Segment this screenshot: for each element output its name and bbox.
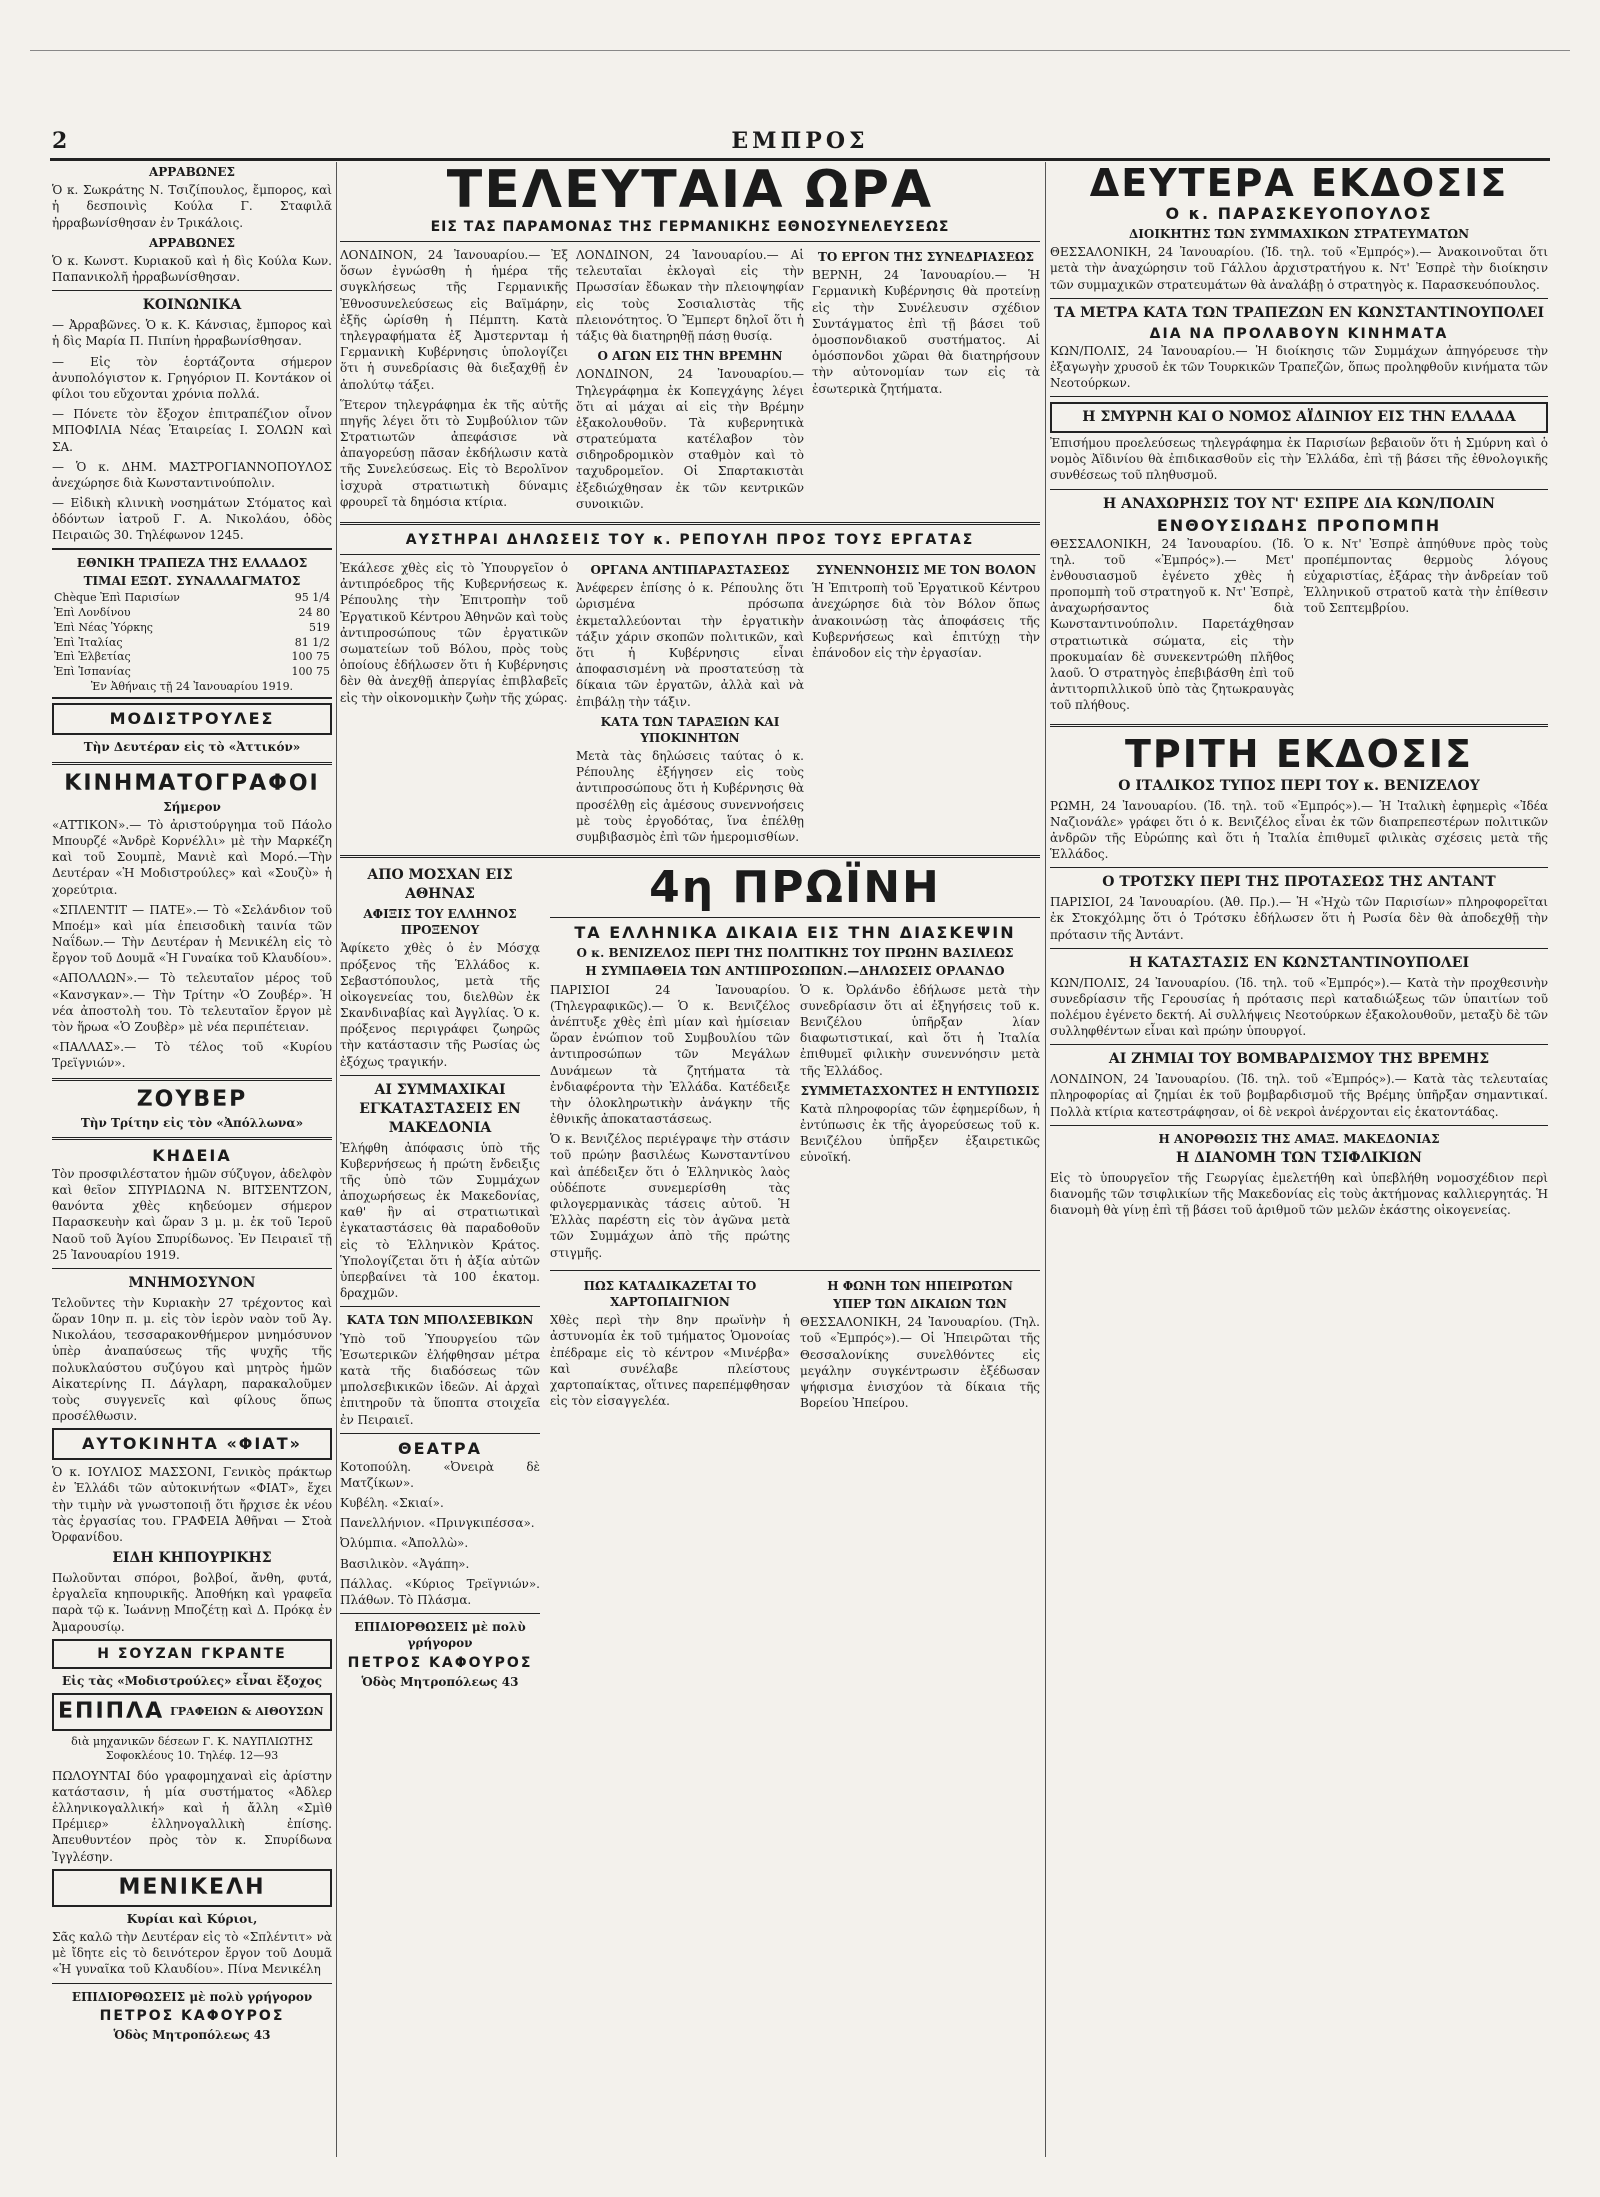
article-text: Κατὰ πληροφορίας τῶν ἐφημερίδων, ἡ ἐντύπωσις ἐκ τῆς ἀγορεύσεως τοῦ κ. Βενιζέλου ὑπῆρξεν ἐξαιρετικῶς εὐνοϊκή.	[800, 1101, 1040, 1165]
page-number: 2	[52, 128, 68, 154]
edition-banner: 4η ΠΡΩΪΝΗ	[649, 862, 941, 914]
article-subheading: Ο κ. ΒΕΝΙΖΕΛΟΣ ΠΕΡΙ ΤΗΣ ΠΟΛΙΤΙΚΗΣ ΤΟΥ ΠΡΩΗΝ ΒΑΣΙΛΕΩΣ	[576, 946, 1014, 961]
article-headline: Ο κ. ΠΑΡΑΣΚΕΥΟΠΟΥΛΟΣ	[1165, 204, 1433, 223]
notice-text: Τὸν προσφιλέστατον ἡμῶν σύζυγον, ἀδελφὸν καὶ θεῖον ΣΠΥΡΙΔΩΝΑ Ν. ΒΙΤΣΕΝΤΖΟΝ, θανόντα χθὲς κηδεύομεν σήμερον Παρασκευὴν καὶ ὥραν 3 μ. μ. ἐκ τοῦ Ἱεροῦ Ναοῦ τοῦ Ἁγίου Σπυρίδωνος. Ἐν Πειραιεῖ τῇ 25 Ἰανουαρίου 1919.	[52, 1166, 332, 1262]
ad-title: ΕΠΙΠΛΑ	[58, 1699, 165, 1725]
article-text: ΚΩΝ/ΠΟΛΙΣ, 24 Ἰανουαρίου. (Ἰδ. τηλ. τοῦ «Ἐμπρός»).— Κατὰ τὴν προχθεσινὴν συνεδρίασιν τῆς Γερουσίας ἡ πρότασις περὶ καταδιώξεως τῶν ὑπαιτίων τοῦ πολέμου ἐγένετο δεκτή. Αἱ συλλήψεις Νεοτούρκων ἐξακολουθοῦν, μεταξὺ δὲ τῶν συλληφθέντων εἶναι καὶ πρώην ὑπουργοί.	[1050, 975, 1548, 1039]
article-text: Ὁ κ. Ὀρλάνδο ἐδήλωσε μετὰ τὴν συνεδρίασιν ὅτι αἱ ἐξηγήσεις τοῦ κ. Βενιζέλου ὑπῆρξαν λίαν διαφωτιστικαί, καὶ ὅτι ἡ Ἰταλία ἐπιθυμεῖ φιλικὴν συνεννόησιν μετὰ τῆς Ἑλλάδος.	[800, 982, 1040, 1078]
article-text: ΘΕΣΣΑΛΟΝΙΚΗ, 24 Ἰανουαρίου. (Ἰδ. τηλ. τοῦ «Ἐμπρός»).— Ἀνακοινοῦται ὅτι μετὰ τὴν ἀναχώρησιν τοῦ Γάλλου ἀρχιστρατήγου κ. Ντ' Ἐσπρὲ τὴν διοίκησιν τῶν συμμαχικῶν στρατευμάτων θὰ ἀναλάβῃ ὁ στρατηγὸς κ. Παρασκευόπουλος.	[1050, 245, 1548, 292]
section-subheading: Σήμερον	[163, 799, 221, 814]
bank-rates-box	[52, 548, 332, 700]
notice-text: «ΣΠΛΕΝΤΙΤ — ΠΑΤΕ».— Τὸ «Σελάνδιον τοῦ Μποέμ» καὶ μία ἐπεισοδικὴ ταινία τῶν Ναΐδων.— Τὴν Δευτέραν ἡ Μενικέλη εἰς τὸ ἔργον τοῦ Δουμᾶ «Ἡ Γυναίκα τοῦ Κλαυδίου».	[52, 902, 332, 966]
article-heading: Η ΦΩΝΗ ΤΩΝ ΗΠΕΙΡΩΤΩΝ	[827, 1278, 1013, 1293]
article-heading: ΟΡΓΑΝΑ ΑΝΤΙΠΑΡΑΣΤΑΣΕΩΣ	[590, 563, 790, 577]
list-item: Κοτοπούλη. «Ὀνειρὰ δὲ Ματζίκων».	[340, 1459, 540, 1490]
article-heading: ΣΥΝΕΝΝΟΗΣΙΣ ΜΕ ΤΟΝ ΒΟΛΟΝ	[815, 563, 1037, 577]
article-headline: ΑΠΟ ΜΟΣΧΑΝ ΕΙΣ ΑΘΗΝΑΣ	[367, 867, 513, 903]
notice-text: Ὁ κ. Σωκράτης Ν. Τσιζίπουλος, ἔμπορος, καὶ ἡ δεσποινὶς Κούλα Γ. Σταφιλᾶ ἠρραβωνίσθησαν ἐν Τρικάλοις.	[52, 183, 332, 230]
article-headline: ΑΙ ΖΗΜΙΑΙ ΤΟΥ ΒΟΜΒΑΡΔΙΣΜΟΥ ΤΗΣ ΒΡΕΜΗΣ	[1108, 1051, 1490, 1068]
section-heading: ΚΙΝΗΜΑΤΟΓΡΑΦΟΙ	[64, 770, 320, 796]
article-heading: ΣΥΜΜΕΤΑΣΧΟΝΤΕΣ Η ΕΝΤΥΠΩΣΙΣ	[800, 1083, 1040, 1098]
table-row: Ἐπὶ Ἱσπανίας 100 75	[54, 665, 330, 679]
lower-center-left	[340, 864, 540, 1692]
article-heading: ΚΑΤΑ ΤΩΝ ΜΠΟΛΣΕΒΙΚΩΝ	[346, 1313, 534, 1328]
article-text: ΡΩΜΗ, 24 Ἰανουαρίου. (Ἰδ. τηλ. τοῦ «Ἐμπρός»).— Ἡ Ἰταλικὴ ἐφημερὶς «Ἰδέα Ναζιονάλε» γράφει ὅτι ὁ κ. Βενιζέλος εἶναι ἐκ τῶν διαπρεπεστέρων πολιτικῶν ἀνδρῶν τῆς Εὐρώπης καὶ ὅτι ἡ Ἰταλία ἐπιθυμεῖ φιλικὰς σχέσεις μετὰ τῆς Ἑλλάδος.	[1050, 798, 1548, 862]
article-headline: Η ΑΝΟΡΘΩΣΙΣ ΤΗΣ ΑΜΑΞ. ΜΑΚΕΔΟΝΙΑΣ	[1158, 1131, 1440, 1146]
notice-text: Πωλοῦνται σπόροι, βολβοί, ἄνθη, φυτά, ἐργαλεῖα κηπουρικῆς. Ἀποθήκη καὶ γραφεῖα παρὰ τῷ κ. Ἰωάννῃ Μποζέτῃ καὶ Δ. Πρόκᾳ ἐν Ἀμαρουσίῳ.	[52, 1571, 332, 1634]
rates-table	[52, 591, 332, 680]
ad-subtitle: Κυρίαι καὶ Κύριοι,	[126, 1911, 258, 1926]
ad-title: ΖΟΥΒΕΡ	[136, 1086, 248, 1112]
notice-text: Τελοῦντες τὴν Κυριακὴν 27 τρέχοντος καὶ ὥραν 10ην π. μ. εἰς τὸν ἱερὸν ναὸν τοῦ Ἁγ. Νικολάου, τεσσαρακονθήμερον μνημόσυνον ὑπὲρ ἀναπαύσεως τῆς ψυχῆς τῆς πολυκλαύστου συζύγου καὶ μητρὸς ἡμῶν Αἰκατερίνης Π. Δάγλαρη, παρακαλοῦμεν τοὺς συγγενεῖς καὶ φίλους ὅπως προσέλθωσιν.	[52, 1295, 332, 1424]
article-text: ΛΟΝΔΙΝΟΝ, 24 Ἰανουαρίου.— Ἐξ ὅσων ἐγνώσθη ἡ ἡμέρα τῆς συγκλήσεως τῆς Γερμανικῆς Ἐθνοσυνελεύσεως εἰς Βαϊμάρην, ἐξῆς ὡρίσθη ἡ Πέμπτη. Κατὰ τηλεγραφήματα ἐξ Ἀμστερνταμ ἡ Γερμανικὴ Κυβέρνησις ὑπολογίζει ὅτι ἡ συνεδρίασις θὰ διεξαχθῇ ἐν ἀπολύτῳ τάξει.	[340, 248, 568, 392]
list-item: Ὀλύμπια. «Ἀπολλὼ».	[340, 1536, 469, 1551]
section-heading: ΑΡΡΑΒΩΝΕΣ	[148, 165, 236, 179]
article-headline: ΤΑ ΕΛΛΗΝΙΚΑ ΔΙΚΑΙΑ ΕΙΣ ΤΗΝ ΔΙΑΣΚΕΨΙΝ	[574, 923, 1016, 943]
masthead-title: ΕΜΠΡΟΣ	[731, 128, 869, 154]
article-heading: ΚΑΤΑ ΤΩΝ ΤΑΡΑΞΙΩΝ ΚΑΙ ΥΠΟΚΙΝΗΤΩΝ	[600, 714, 780, 745]
notice-text: Ὁ κ. Κωνστ. Κυριακοῦ καὶ ἡ δὶς Κούλα Κων. Παπανικολῆ ἠρραβωνίσθησαν.	[52, 253, 332, 285]
article-text: Ἀφίκετο χθὲς ὁ ἐν Μόσχᾳ πρόξενος τῆς Ἑλλάδος κ. Σεβαστόπουλος, μετὰ τῆς οἰκογενείας του, διελθὼν ἐκ Σκανδιναβίας καὶ Ἀγγλίας. Ὁ κ. πρόξενος περιγράφει ζωηρῶς τὴν κατάστασιν τῆς Ρωσίας ὡς ἐξόχως τραγικήν.	[340, 941, 540, 1069]
list-item: Κυβέλη. «Σκιαί».	[340, 1496, 444, 1511]
banner-subheadline: ΕΙΣ ΤΑΣ ΠΑΡΑΜΟΝΑΣ ΤΗΣ ΓΕΡΜΑΝΙΚΗΣ ΕΘΝΟΣΥΝΕΛΕΥΣΕΩΣ	[430, 219, 950, 235]
furniture-ad	[52, 1693, 332, 1731]
article-headline: Η ΣΜΥΡΝΗ ΚΑΙ Ο ΝΟΜΟΣ ΑΪΔΙΝΙΟΥ ΕΙΣ ΤΗΝ ΕΛΛΑΔΑ	[1050, 402, 1548, 433]
column-rule	[1045, 162, 1046, 2157]
lower-center	[340, 864, 1040, 1692]
article-text: Ἕτερον τηλεγράφημα ἐκ τῆς αὐτῆς πηγῆς λέγει ὅτι τὸ Συμβούλιον τῶν Στρατιωτῶν ἀπεφάσισε νὰ ἀπαγορεύσῃ πᾶσαν ἐκδήλωσιν κατὰ τῆς Συνελεύσεως. Εἰς τὸ Βερολῖνον ἰσχυρὰ στρατιωτικὴ δύναμις φρουρεῖ τὰ δημόσια κτίρια.	[340, 397, 568, 509]
repoulis-story	[340, 560, 1040, 849]
list-item: Πανελλήνιον. «Πρινγκιπέσσα».	[340, 1516, 535, 1531]
edition-banner: ΔΕΥΤΕΡΑ ΕΚΔΟΣΙΣ	[1089, 162, 1509, 205]
ad-title: ΜΕΝΙΚΕΛΗ	[52, 1869, 332, 1907]
article-text: Ἐκάλεσε χθὲς εἰς τὸ Ὑπουργεῖον ὁ ἀντιπρόεδρος τῆς Κυβερνήσεως κ. Ρέπουλης τὴν Ἐπιτροπὴν τοῦ Ἐργατικοῦ Κέντρου Ἀθηνῶν καὶ τοὺς ἀντιπροσώπους τῶν ἐργατικῶν σωματείων τοῦ Βόλου, πρὸς τοὺς ὁποίους ἐδήλωσεν ὅτι ἡ Κυβέρνησις δὲν θὰ ἀνεχθῇ ἀπεργίας ἐπιβλαβεῖς εἰς τὴν οἰκονομικὴν ζωὴν τῆς χώρας.	[340, 561, 568, 705]
lead-story	[340, 247, 1040, 516]
article-subheading: ΔΙΑ ΝΑ ΠΡΟΛΑΒΟΥΝ ΚΙΝΗΜΑΤΑ	[1149, 325, 1449, 342]
article-text: ΘΕΣΣΑΛΟΝΙΚΗ, 24 Ἰανουαρίου. (Τηλ. τοῦ «Ἐμπρός»).— Οἱ Ἠπειρῶται τῆς Θεσσαλονίκης συνελθόντες εἰς μεγάλην συγκέντρωσιν ἐξέδωσαν ψήφισμα ἐνισχύον τὰ δίκαια τῆς Βορείου Ἠπείρου.	[800, 1315, 1040, 1411]
ad-address: Ὁδὸς Μητροπόλεως 43	[113, 2027, 271, 2042]
article-headline: ΤΑ ΜΕΤΡΑ ΚΑΤΑ ΤΩΝ ΤΡΑΠΕΖΩΝ ΕΝ ΚΩΝΣΤΑΝΤΙΝΟΥΠΟΛΕΙ	[1054, 304, 1544, 321]
article-text: Ἀνέφερεν ἐπίσης ὁ κ. Ρέπουλης ὅτι ὡρισμένα πρόσωπα ἐκμεταλλεύονται τὴν ἐργατικὴν τάξιν χάριν σκοπῶν πολιτικῶν, καὶ ὅτι ἡ Κυβέρνησις εἶναι ἀποφασισμένη νὰ προστατεύσῃ τὰ δίκαια τῶν ἐργατῶν, ἀλλὰ καὶ νὰ ἐπιβάλῃ τὴν τάξιν.	[576, 581, 804, 709]
article-text: Ὑπὸ τοῦ Ὑπουργείου τῶν Ἐσωτερικῶν ἐλήφθησαν μέτρα κατὰ τῆς διαδόσεως τῶν μπολσεβικικῶν ἰδεῶν. Αἱ ἀρχαὶ ἐπιτηροῦν τὰ ὕποπτα στοιχεῖα ἐν Πειραιεῖ.	[340, 1331, 540, 1427]
article-headline: Η ΑΝΑΧΩΡΗΣΙΣ ΤΟΥ ΝΤ' ΕΣΠΡΕ ΔΙΑ ΚΩΝ/ΠΟΛΙΝ	[1103, 495, 1495, 512]
ad-title: ΕΠΙΔΙΟΡΘΩΣΕΙΣ μὲ πολὺ γρήγορον	[71, 1989, 313, 2004]
article-text: ΒΕΡΝΗ, 24 Ἰανουαρίου.— Ἡ Γερμανικὴ Κυβέρνησις θὰ προτείνῃ εἰς τὴν Συνέλευσιν σχέδιον Συντάγματος ἐπὶ τῇ βάσει τοῦ ὁμοσπονδιακοῦ συστήματος. Αἱ ὁμόσπονδοι χῶραι θὰ διατηρήσουν τὴν αὐτονομίαν των εἰς τὰ ἐσωτερικὰ ζητήματα.	[812, 268, 1040, 396]
article-text: Ὁ κ. Βενιζέλος περιέγραψε τὴν στάσιν τοῦ πρώην βασιλέως Κωνσταντίνου καὶ ἀπέδειξεν ὅτι ὁ Ἑλληνικὸς λαὸς οὐδέποτε συνεμερίσθη τὰς φιλογερμανικὰς τάσεις αὐτοῦ. Ἡ Ἑλλὰς παρέστη εἰς τὸν ἀγῶνα μετὰ τῶν Συμμάχων ἀπὸ τῆς πρώτης στιγμῆς.	[550, 1132, 790, 1260]
notice-text: «ΑΤΤΙΚΟΝ».— Τὸ ἀριστούργημα τοῦ Πάολο Μπουρζέ «Ἀνδρὲ Κορνέλλι» μὲ τὴν Μαρκέζη καὶ τοῦ Σουμπὲ, Μανιὲ καὶ Μορό.—Τὴν Δευτέραν «Ἡ Μοδιστρούλες» καὶ «Σουζὺ» ἡ χορεύτρια.	[52, 817, 332, 897]
ad-subtitle: Τὴν Δευτέραν εἰς τὸ «Ἀττικόν»	[83, 740, 301, 755]
article-text: ΛΟΝΔΙΝΟΝ, 24 Ἰανουαρίου.— Αἱ τελευταῖαι ἐκλογαὶ εἰς τὴν Πρωσσίαν ἔδωκαν τὴν πλειοψηφίαν εἰς τοὺς Σοσιαλιστὰς τῆς πλειονότητος. Ὁ Ἔμπερτ δηλοῖ ὅτι ἡ τάξις θὰ διατηρηθῇ πάσῃ θυσίᾳ.	[576, 248, 804, 343]
left-column	[52, 162, 332, 2157]
article-text: ΛΟΝΔΙΝΟΝ, 24 Ἰανουαρίου.— Τηλεγράφημα ἐκ Κοπεγχάγης λέγει ὅτι αἱ μάχαι αἱ εἰς τὴν Βρέμην ἐξακολουθοῦν. Τὰ κυβερνητικὰ στρατεύματα κατέλαβον τὸν σιδηροδρομικὸν σταθμὸν καὶ τὸ ταχυδρομεῖον. Οἱ Σπαρτακιστὰι ἐξεδιώχθησαν ἐκ τῶν κεντρικῶν συνοικιῶν.	[576, 367, 804, 511]
ad-subtitle: Τὴν Τρίτην εἰς τὸν «Ἀπόλλωνα»	[80, 1115, 304, 1130]
article-text: ΛΟΝΔΙΝΟΝ, 24 Ἰανουαρίου. (Ἰδ. τηλ. τοῦ «Ἐμπρός»).— Κατὰ τὰς τελευταίας πληροφορίας αἱ ζημίαι ἐκ τοῦ βομβαρδισμοῦ τῆς Βρέμης ὑπῆρξαν σημαντικαί. Πολλὰ κτίρια κατεστράφησαν, οἱ δὲ νεκροὶ ἀνέρχονται εἰς ἑκατοντάδας.	[1050, 1072, 1548, 1119]
article-headline: Ο ΤΡΟΤΣΚΥ ΠΕΡΙ ΤΗΣ ΠΡΟΤΑΣΕΩΣ ΤΗΣ ΑΝΤΑΝΤ	[1102, 874, 1496, 891]
article-subheading: Η ΔΙΑΝΟΜΗ ΤΩΝ ΤΣΙΦΛΙΚΙΩΝ	[1176, 1149, 1422, 1166]
notice-text: — Εἰς τὸν ἑορτάζοντα σήμερον ἀνυπολόγιστον κ. Γρηγόριον Π. Κοντάκον οἱ φίλοι του εὔχονται χρόνια πολλά.	[52, 354, 332, 401]
column-rule	[336, 162, 337, 2157]
article-text: ΘΕΣΣΑΛΟΝΙΚΗ, 24 Ἰανουαρίου. (Ἰδ. τηλ. τοῦ «Ἐμπρός»).— Μετ' ἐνθουσιασμοῦ ἐγένετο χθὲς ἡ προπομπὴ τοῦ στρατηγοῦ κ. Ντ' Ἐσπρὲ, ἀναχωρήσαντος διὰ Κωνσταντινούπολιν. Παρετάχθησαν στρατιωτικὰ σώματα, εἰς τὴν προκυμαίαν δὲ συνεκεντρώθη πλῆθος λαοῦ. Ὁ στρατηγὸς ἐπεβιβάσθη ἐπὶ τοῦ ἀντιτορπιλλικοῦ ὑπὸ τὰς ζητωκραυγὰς τοῦ πλήθους.	[1050, 536, 1294, 713]
ad-subtitle: ΓΡΑΦΕΙΩΝ & ΑΙΘΟΥΣΩΝ	[170, 1704, 324, 1718]
article-heading: ΤΟ ΕΡΓΟΝ ΤΗΣ ΣΥΝΕΔΡΙΑΣΕΩΣ	[818, 250, 1034, 264]
article-headline: ΑΙ ΣΥΜΜΑΧΙΚΑΙ ΕΓΚΑΤΑΣΤΑΣΕΙΣ ΕΝ ΜΑΚΕΔΟΝΙΑ	[359, 1081, 521, 1136]
article-text: ΠΑΡΙΣΙΟΙ, 24 Ἰανουαρίου. (Ἀθ. Πρ.).— Ἡ «Ἠχὼ τῶν Παρισίων» πληροφορεῖται ἐκ Στοκχόλμης ὅτι ὁ Τρότσκυ ἐδήλωσεν ὅτι ἡ Ρωσία δὲν θὰ ἀποδεχθῇ τὴν πρότασιν τῆς Ἀντάντ.	[1050, 895, 1548, 942]
notice-text: Ὁ κ. ΙΟΥΛΙΟΣ ΜΑΣΣΟΝΙ, Γενικὸς πράκτωρ ἐν Ἑλλάδι τῶν αὐτοκινήτων «ΦΙΑΤ», ἔχει τὴν τιμὴν νὰ γνωστοποιῇ ὅτι ἤρχισε ἐκ νέου τὰς ἐργασίας του. ΓΡΑΦΕΙΑ Ἀθῆναι — Στοὰ Ὀρφανίδου.	[52, 1465, 332, 1545]
section-heading: ΑΡΡΑΒΩΝΕΣ	[148, 235, 236, 250]
table-row: Ἐπὶ Ἑλβετίας 100 75	[54, 650, 330, 664]
section-heading: ΘΕΑΤΡΑ	[398, 1438, 482, 1458]
article-subheading: ΕΝΘΟΥΣΙΩΔΗΣ ΠΡΟΠΟΜΠΗ	[1156, 515, 1442, 535]
notice-text: — Πόνετε τὸν ἔξοχον ἐπιτραπέζιον οἶνον ΜΠΟΦΙΛΙΑ Νέας Ἑταιρείας Ι. ΣΟΛΩΝ καὶ ΣΑ.	[52, 407, 332, 454]
article-headline: Η ΚΑΤΑΣΤΑΣΙΣ ΕΝ ΚΩΝΣΤΑΝΤΙΝΟΥΠΟΛΕΙ	[1128, 954, 1469, 971]
article-text: ΚΩΝ/ΠΟΛΙΣ, 24 Ἰανουαρίου.— Ἡ διοίκησις τῶν Συμμάχων ἀπηγόρευσε τὴν ἐξαγωγὴν χρυσοῦ ἐκ τῶν Τουρκικῶν Τραπεζῶν, ὅπως προληφθοῦν κινήματα τῶν Νεοτούρκων.	[1050, 343, 1548, 391]
ad-title: ΑΥΤΟΚΙΝΗΤΑ «ΦΙΑΤ»	[52, 1428, 332, 1460]
bank-date: Ἐν Ἀθήναις τῇ 24 Ἰανουαρίου 1919.	[90, 680, 294, 694]
top-border-band	[30, 10, 1570, 51]
article-text: Μετὰ τὰς δηλώσεις ταύτας ὁ κ. Ρέπουλης ἐξήγησεν εἰς τοὺς ἀντιπροσώπους ὅτι ἡ Κυβέρνησις θὰ προσέλθῃ εἰς ἀμέσους συνεννοήσεις μὲ τοὺς ἐργοδότας, ἵνα ἐπέλθῃ συμβιβασμὸς ἐπὶ τῶν ἡμερομισθίων.	[576, 749, 804, 844]
list-item: Πάλλας. «Κύριος Τρεϊγνιών». Πλάθων. Τὸ Πλάσμα.	[340, 1576, 540, 1608]
article-subheading: ΥΠΕΡ ΤΩΝ ΔΙΚΑΙΩΝ ΤΩΝ	[833, 1296, 1007, 1311]
notice-text: διὰ μηχανικῶν δέσεων Γ. Κ. ΝΑΥΠΛΙΩΤΗΣ Σοφοκλέους 10. Τηλέφ. 12—93	[71, 1735, 313, 1763]
ad-address: Ὁδὸς Μητροπόλεως 43	[361, 1674, 519, 1689]
notice-text: «ΑΠΟΛΛΩΝ».— Τὸ τελευταῖον μέρος τοῦ «Κανσγκαν».— Τὴν Τρίτην «Ὁ Ζουβέρ». Ἡ νέα ἀποστολὴ του. Τὸ τελευταῖον ἔργον μὲ τὸν ἥρωα «Ὁ Ζουβὲρ» μὲ νέα περιπέτειαν.	[52, 971, 332, 1034]
article-text: ΠΑΡΙΣΙΟΙ 24 Ἰανουαρίου. (Τηλεγραφικῶς).— Ὁ κ. Βενιζέλος ἀνέπτυξε χθὲς ἐπὶ μίαν καὶ ἡμίσειαν ὥραν ἐνώπιον τοῦ Συμβουλίου τῶν ἀντιπροσώπων τῶν Μεγάλων Δυνάμεων τὰ ζητήματα τὰ ἐνδιαφέροντα τὴν Ἑλλάδα. Κατέδειξε τὴν ὁλοκληρωτικὴν ἀνάγκην τῆς ἐθνικῆς ἀποκαταστάσεως.	[550, 982, 790, 1127]
article-text: Ὁ κ. Ντ' Ἐσπρὲ ἀπηύθυνε πρὸς τοὺς προπέμποντας θερμοὺς λόγους εὐχαριστίας, ἐξάρας τὴν ἀνδρείαν τοῦ Ἑλληνικοῦ στρατοῦ κατὰ τὴν ἐπίθεσιν τοῦ Σεπτεμβρίου.	[1304, 536, 1548, 616]
ad-subtitle: Εἰς τὰς «Μοδιστρούλες» εἶναι ἔξοχος	[61, 1673, 322, 1688]
list-item: Βασιλικὸν. «Ἀγάπη».	[340, 1556, 470, 1571]
ad-title: ΕΠΙΔΙΟΡΘΩΣΕΙΣ μὲ πολὺ γρήγορον	[354, 1620, 526, 1651]
section-heading: ΜΝΗΜΟΣΥΝΟΝ	[128, 1274, 256, 1291]
ad-title: ΜΟΔΙΣΤΡΟΥΛΕΣ	[52, 703, 332, 735]
article-text: Ἐλήφθη ἀπόφασις ὑπὸ τῆς Κυβερνήσεως ἡ πρώτη ἔνδειξις τῆς ὑπὸ τῶν Συμμάχων ἀποχωρήσεως ἐκ Μακεδονίας, καθ' ἣν αἱ στρατιωτικαὶ ἐγκαταστάσεις θὰ παραδοθοῦν εἰς τὸ Ἑλληνικὸν Κράτος. Ὑπολογίζεται ὅτι ἡ ἀξία αὐτῶν ὑπερβαίνει τὰ 100 ἑκατομ. δραχμῶν.	[340, 1140, 540, 1301]
banner-headline: ΤΕΛΕΥΤΑΙΑ ΩΡΑ	[446, 162, 934, 220]
notice-text: «ΠΑΛΛΑΣ».— Τὸ τέλος τοῦ «Κυρίου Τρεϊγνιών».	[52, 1040, 332, 1071]
notice-text: — Εἰδικὴ κλινικὴ νοσημάτων Στόματος καὶ ὀδόντων ἰατροῦ Γ. Α. Νικολάου, ὁδὸς Πειραιῶς 30. Τηλέφωνον 1245.	[52, 496, 332, 543]
section-heading: ΕΙΔΗ ΚΗΠΟΥΡΙΚΗΣ	[112, 1550, 272, 1567]
article-subheading: Η ΣΥΜΠΑΘΕΙΑ ΤΩΝ ΑΝΤΙΠΡΟΣΩΠΩΝ.—ΔΗΛΩΣΕΙΣ ΟΡΛΑΝΔΟ	[585, 964, 1005, 979]
bank-subtitle: ΤΙΜΑΙ ΕΞΩΤ. ΣΥΝΑΛΛΑΓΜΑΤΟΣ	[83, 573, 301, 588]
table-row: Ἐπὶ Ἰταλίας 81 1/2	[54, 635, 330, 649]
section-heading: ΚΗΔΕΙΑ	[152, 1145, 232, 1165]
article-text: Χθὲς περὶ τὴν 8ην πρωϊνὴν ἡ ἀστυνομία ἐκ τοῦ τμήματος Ὁμονοίας ἐπέδραμε εἰς τὸ κέντρον «Μινέρβα» καὶ συνέλαβε πλείστους χαρτοπαίκτας, οἵτινες παρεπέμφθησαν εἰς τὸν εἰσαγγελέα.	[550, 1313, 790, 1409]
article-text: Ἡ Ἐπιτροπὴ τοῦ Ἐργατικοῦ Κέντρου ἀνεχώρησε διὰ τὸν Βόλον ὅπως ἀνακοινώσῃ τὰς ἀποφάσεις τῆς Κυβερνήσεως καὶ ἐπιτύχῃ τὴν ἐπάνοδον εἰς τὴν ἐργασίαν.	[812, 581, 1040, 660]
article-heading: Ο ΑΓΩΝ ΕΙΣ ΤΗΝ ΒΡΕΜΗΝ	[597, 349, 783, 364]
article-subheading: ΔΙΟΙΚΗΤΗΣ ΤΩΝ ΣΥΜΜΑΧΙΚΩΝ ΣΤΡΑΤΕΥΜΑΤΩΝ	[1128, 227, 1470, 241]
bank-title: ΕΘΝΙΚΗ ΤΡΑΠΕΖΑ ΤΗΣ ΕΛΛΑΔΟΣ	[76, 555, 308, 570]
edition-banner: ΤΡΙΤΗ ΕΚΔΟΣΙΣ	[1124, 731, 1474, 776]
article-text: Εἰς τὸ ὑπουργεῖον τῆς Γεωργίας ἐμελετήθη καὶ ὑπεβλήθη νομοσχέδιον περὶ διανομῆς τῶν τσιφλικίων τῆς Μακεδονίας εἰς τοὺς ἀκτήμονας καλλιεργητάς. Ἡ διανομὴ θὰ γίνῃ ἐπὶ τῇ βάσει τοῦ ἀριθμοῦ τῶν μελῶν ἑκάστης οἰκογενείας.	[1050, 1170, 1548, 1218]
ad-name: ΠΕΤΡΟΣ ΚΑΦΟΥΡΟΣ	[99, 2007, 285, 2024]
table-row: Ἐπὶ Λονδίνου 24 80	[54, 605, 330, 619]
table-row: Ἐπὶ Νέας Ὑόρκης 519	[54, 620, 330, 634]
section-heading: ΚΟΙΝΩΝΙΚΑ	[142, 297, 242, 314]
notice-text: — Ἀρραβῶνες. Ὁ κ. Κ. Κάνσιας, ἔμπορος καὶ ἡ δὶς Μαρία Π. Πιπίνη ἠρραβωνίσθησαν.	[52, 318, 332, 349]
ad-name: ΠΕΤΡΟΣ ΚΑΦΟΥΡΟΣ	[347, 1654, 533, 1671]
article-headline: ΑΥΣΤΗΡΑΙ ΔΗΛΩΣΕΙΣ ΤΟΥ κ. ΡΕΠΟΥΛΗ ΠΡΟΣ ΤΟΥΣ ΕΡΓΑΤΑΣ	[405, 532, 975, 548]
notice-text: ΠΩΛΟΥΝΤΑΙ δύο γραφομηχαναὶ εἰς ἀρίστην κατάστασιν, ἡ μία συστήματος «Ἀδλερ ἑλληνικογαλλική» καὶ ἡ ἄλλη «Σμὶθ Πρέμιερ» ἑλληνογαλλικὴ ἐπίσης. Ἀπευθυντέον πρὸς τὸν κ. Σπυρίδωνα Ἰγγλέσην.	[52, 1768, 332, 1864]
masthead-bar	[50, 128, 1550, 161]
right-column	[1050, 162, 1548, 2157]
table-row: Chèque Ἐπὶ Παρισίων 95 1/4	[54, 591, 330, 605]
article-text: Ἐπισήμου προελεύσεως τηλεγράφημα ἐκ Παρισίων βεβαιοῦν ὅτι ἡ Σμύρνη καὶ ὁ νομὸς Ἀϊδινίου θὰ ἐπιδικασθοῦν εἰς τὴν Ἑλλάδα, ἐπὶ τῇ βάσει τῆς ἐθνολογικῆς συνθέσεως τοῦ πληθυσμοῦ.	[1050, 436, 1548, 483]
lower-center-right	[550, 864, 1040, 1692]
article-subheading: ΑΦΙΞΙΣ ΤΟΥ ΕΛΛΗΝΟΣ ΠΡΟΞΕΝΟΥ	[363, 906, 517, 938]
notice-text: Σᾶς καλῶ τὴν Δευτέραν εἰς τὸ «Σπλέντιτ» νὰ μὲ ἴδητε εἰς τὸ δεινότερον ἔργον τοῦ Δουμᾶ «Ἡ γυναῖκα τοῦ Κλαυδίου». Πίνα Μενικέλη	[52, 1929, 332, 1977]
article-heading: ΠΩΣ ΚΑΤΑΔΙΚΑΖΕΤΑΙ ΤΟ ΧΑΡΤΟΠΑΙΓΝΙΟΝ	[583, 1278, 757, 1309]
ad-title: Η ΣΟΥΖΑΝ ΓΚΡΑΝΤΕ	[52, 1639, 332, 1669]
article-headline: Ο ΙΤΑΛΙΚΟΣ ΤΥΠΟΣ ΠΕΡΙ ΤΟΥ κ. ΒΕΝΙΖΕΛΟΥ	[1118, 777, 1480, 794]
notice-text: — Ὁ κ. ΔΗΜ. ΜΑΣΤΡΟΓΙΑΝΝΟΠΟΥΛΟΣ ἀνεχώρησε διὰ Κωνσταντινούπολιν.	[52, 459, 332, 490]
center-column	[340, 162, 1040, 2157]
